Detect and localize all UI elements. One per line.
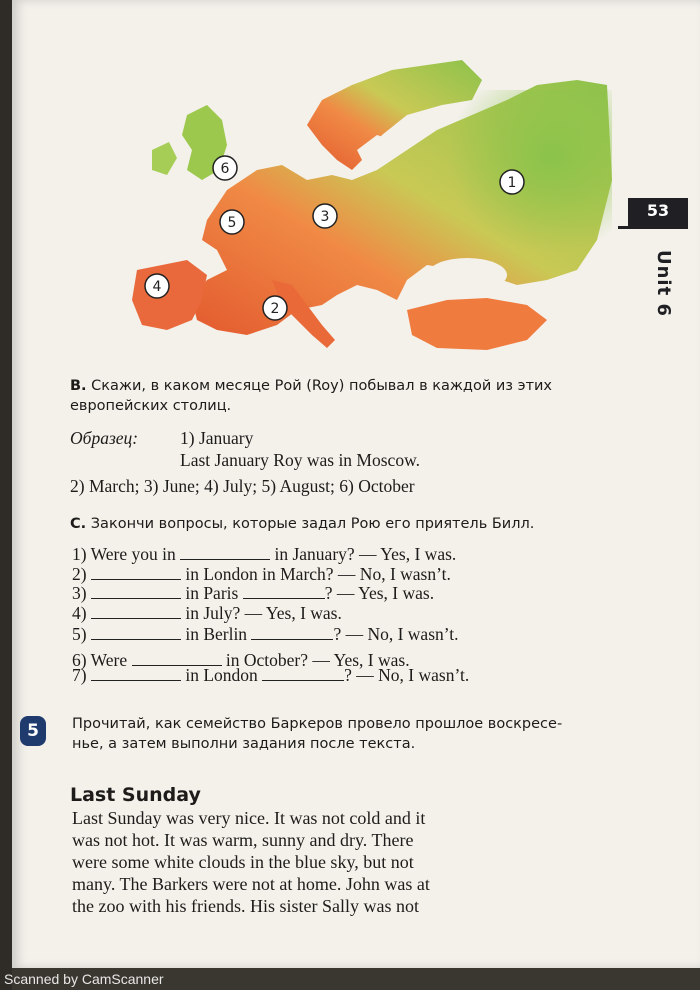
map-marker-6	[213, 156, 237, 180]
q3-end: ? — Yes, I was.	[324, 583, 435, 603]
q2-end: in London in March? — No, I wasn’t.	[185, 564, 451, 584]
q4-end: in July? — Yes, I was.	[185, 603, 342, 623]
unit-divider	[618, 226, 688, 229]
story-title: Last Sunday	[70, 784, 201, 806]
story-line: were some white clouds in the blue sky, but not	[72, 852, 414, 872]
q1-blank[interactable]	[180, 545, 270, 560]
example-label-text: Образец:	[70, 428, 139, 448]
story-line: the zoo with his friends. His sister Sally was not	[72, 896, 419, 916]
textbook-page	[12, 0, 700, 968]
section-b-line2: европейских столиц.	[70, 398, 232, 414]
page-gutter-shadow	[0, 0, 12, 990]
q5-mid: in Berlin	[185, 624, 248, 644]
section-c-letter: C.	[70, 516, 87, 532]
q7-start: 7)	[72, 665, 87, 685]
q3-start: 3)	[72, 583, 87, 603]
example-label	[70, 428, 138, 449]
section-b-line1: Скажи, в каком месяце Рой (Roy) побывал в каждой из этих	[91, 378, 553, 394]
black-sea	[427, 258, 507, 292]
turkey-land	[407, 298, 547, 350]
map-marker-5	[220, 210, 244, 234]
q2-start: 2)	[72, 564, 87, 584]
q7-end: ? — No, I wasn’t.	[344, 665, 470, 685]
q5-blank-a[interactable]	[91, 625, 181, 640]
example-line2: Last January Roy was in Moscow.	[180, 450, 420, 470]
map-marker-4	[145, 274, 169, 298]
story-line: many. The Barkers were not at home. John was at	[72, 874, 430, 894]
question-1	[72, 544, 456, 565]
svg-text:6: 6	[220, 161, 230, 177]
question-2	[72, 564, 451, 585]
q3-mid: in Paris	[185, 583, 239, 603]
europe-map	[107, 30, 612, 370]
q3-blank-a[interactable]	[91, 584, 181, 599]
section-c-text: Закончи вопросы, которые задал Рою его приятель Билл.	[90, 516, 535, 532]
ireland-land	[152, 142, 177, 175]
q7-blank-a[interactable]	[91, 666, 181, 681]
scanner-watermark: Scanned by CamScanner	[4, 971, 164, 987]
q4-blank[interactable]	[91, 604, 181, 619]
question-4	[72, 603, 342, 624]
svg-text:3: 3	[320, 209, 330, 225]
question-7	[72, 665, 469, 686]
section-b-instruction	[70, 376, 552, 396]
page-number: 53	[628, 198, 688, 226]
map-marker-1	[500, 170, 524, 194]
svg-text:5: 5	[227, 215, 237, 231]
section-b-letter: B.	[70, 378, 87, 394]
question-5	[72, 624, 459, 645]
q1-start: 1) Were you in	[72, 544, 176, 564]
q3-blank-b[interactable]	[243, 584, 325, 599]
map-marker-3	[313, 204, 337, 228]
exercise5-line1: Прочитай, как семейство Баркеров провело прошлое воскресе-	[72, 716, 563, 732]
exercise5-line2: нье, а затем выполни задания после текста.	[72, 736, 416, 752]
q4-start: 4)	[72, 603, 87, 623]
story-line: Last Sunday was very nice. It was not cold and it	[72, 808, 426, 828]
section-c-instruction	[70, 514, 534, 534]
map-marker-2	[263, 296, 287, 320]
q1-end: in January? — Yes, I was.	[274, 544, 457, 564]
q5-end: ? — No, I wasn’t.	[333, 624, 459, 644]
svg-text:2: 2	[270, 301, 280, 317]
story-line: was not hot. It was warm, sunny and dry. There	[72, 830, 414, 850]
svg-text:1: 1	[507, 175, 517, 191]
q7-blank-b[interactable]	[262, 666, 344, 681]
q6-end: in October? — Yes, I was.	[225, 650, 410, 670]
iberia-land	[132, 260, 207, 330]
example-line1: 1) January	[180, 428, 254, 448]
question-3	[72, 583, 434, 604]
q6-blank[interactable]	[132, 651, 222, 666]
q7-mid: in London	[185, 665, 258, 685]
q2-blank[interactable]	[91, 565, 181, 580]
q5-start: 5)	[72, 624, 87, 644]
q6-start: 6) Were	[72, 650, 128, 670]
q5-blank-b[interactable]	[251, 625, 333, 640]
unit-label: Unit 6	[653, 250, 674, 317]
svg-text:4: 4	[152, 279, 162, 295]
exercise-number-badge: 5	[20, 716, 46, 746]
months-line: 2) March; 3) June; 4) July; 5) August; 6) October	[70, 476, 415, 496]
